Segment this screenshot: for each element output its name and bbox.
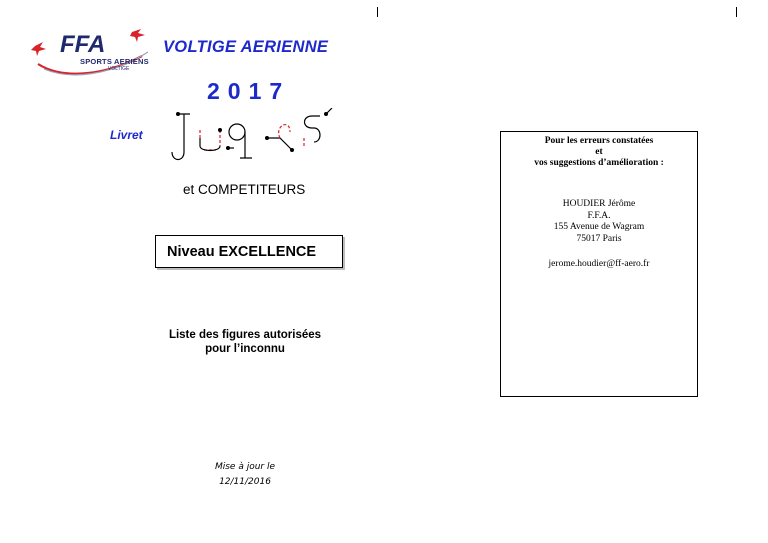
contact-heading — [501, 136, 697, 169]
contact-name: HOUDIER Jérôme — [562, 199, 636, 209]
plane-right-icon — [130, 29, 145, 42]
contact-address — [501, 199, 697, 245]
cover-year: 2017 — [207, 78, 291, 104]
cover-title: VOLTIGE AERIENNE — [163, 38, 329, 56]
contact-email[interactable]: jerome.houdier@ff-aero.fr — [548, 259, 650, 269]
contact-heading-line3: vos suggestions d’amélioration : — [534, 158, 664, 168]
figures-list-line2: pour l’inconnu — [205, 343, 285, 355]
aerobatic-figures-graphic — [162, 108, 334, 168]
contact-org: F.F.A. — [587, 210, 611, 221]
plane-left-icon — [31, 42, 46, 56]
update-date: 12/11/2016 — [219, 477, 271, 487]
logo-mark: FFA — [60, 31, 106, 58]
contact-heading-line2: et — [595, 147, 603, 157]
contact-box — [500, 131, 698, 397]
ffa-logo-graphic — [30, 26, 160, 80]
contact-city: 75017 Paris — [576, 233, 622, 244]
livret-label: Livret — [110, 128, 143, 142]
competitors-line: et COMPETITEURS — [183, 182, 306, 197]
contact-heading-line1: Pour les erreurs constatées — [544, 136, 654, 146]
crop-mark-right — [736, 7, 737, 17]
level-box — [155, 235, 343, 268]
ffa-logo — [30, 26, 160, 80]
contact-street: 155 Avenue de Wagram — [553, 222, 645, 232]
update-note — [200, 460, 290, 490]
figures-list-caption — [130, 328, 360, 356]
logo-subtitle: SPORTS AERIENS — [80, 57, 149, 66]
level-label: Niveau EXCELLENCE — [167, 243, 317, 260]
update-label: Mise à jour le — [214, 462, 276, 472]
figures-list-line1: Liste des figures autorisées — [168, 329, 322, 341]
juges-figure-wordmark — [162, 108, 334, 168]
logo-subtitle-small: VOLTIGE — [108, 66, 130, 72]
crop-mark-left — [377, 7, 378, 17]
